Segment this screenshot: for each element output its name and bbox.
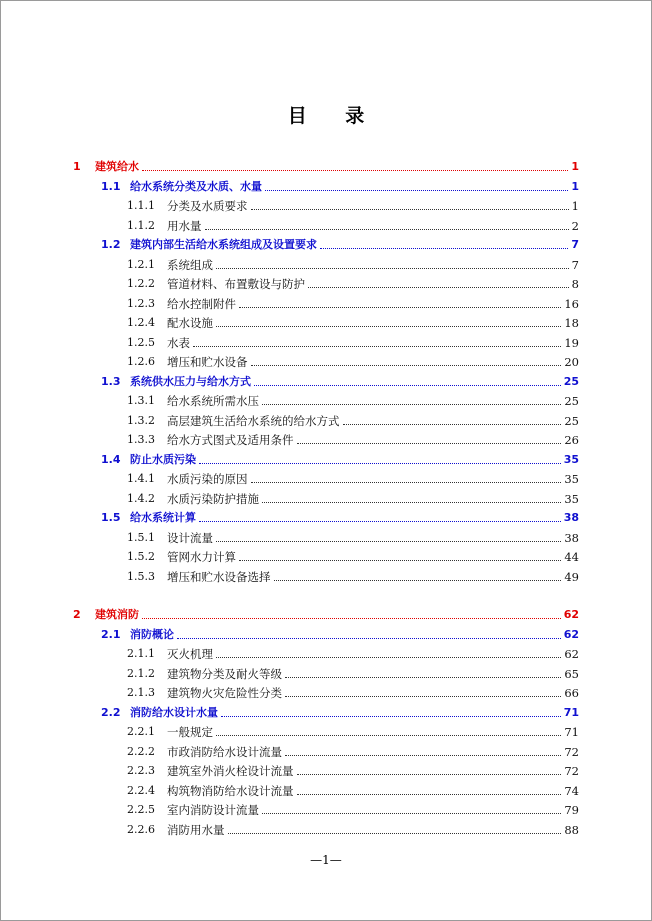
entry-page-number: 72 [564, 745, 579, 759]
dot-leader [199, 521, 561, 522]
entry-number: 1.3.3 [127, 433, 155, 446]
entry-title: 消防用水量 [167, 823, 225, 837]
entry-page-number: 25 [564, 394, 579, 408]
dot-leader [297, 794, 562, 795]
entry-number: 1.2.5 [127, 336, 155, 349]
entry-title: 室内消防设计流量 [167, 803, 259, 817]
entry-number: 1.5 [101, 511, 121, 524]
entry-number: 1.2.6 [127, 355, 155, 368]
entry-title: 设计流量 [167, 531, 213, 545]
dot-leader [254, 385, 561, 386]
dot-leader [251, 482, 562, 483]
dot-leader [320, 248, 568, 249]
entry-title: 市政消防给水设计流量 [167, 745, 282, 759]
toc-subsection-entry[interactable] [127, 349, 579, 369]
entry-title: 管网水力计算 [167, 550, 236, 564]
dot-leader [216, 326, 561, 327]
dot-leader [177, 638, 561, 639]
toc-subsection-entry[interactable] [127, 427, 579, 447]
entry-title: 消防概论 [130, 628, 174, 641]
entry-number: 1.3 [101, 375, 121, 388]
entry-title: 给水系统计算 [130, 511, 196, 524]
dot-leader [251, 365, 562, 366]
entry-number: 1.2.2 [127, 277, 155, 290]
entry-number: 2.2.3 [127, 764, 155, 777]
entry-number: 1.2.3 [127, 297, 155, 310]
entry-page-number: 88 [564, 823, 579, 837]
toc-subsection-entry[interactable] [127, 486, 579, 506]
entry-page-number: 26 [564, 433, 579, 447]
entry-number: 2.1.2 [127, 667, 155, 680]
toc-section-entry[interactable] [101, 174, 579, 194]
entry-page-number: 62 [564, 647, 579, 661]
entry-page-number: 7 [571, 258, 579, 272]
dot-leader [285, 755, 561, 756]
dot-leader [216, 735, 561, 736]
dot-leader [199, 463, 561, 464]
dot-leader [228, 833, 562, 834]
entry-title: 配水设施 [167, 316, 213, 330]
entry-title: 系统供水压力与给水方式 [130, 375, 251, 388]
toc-subsection-entry[interactable] [127, 466, 579, 486]
entry-number: 2.2.5 [127, 803, 155, 816]
toc-subsection-entry[interactable] [127, 797, 579, 817]
entry-number: 1 [73, 160, 81, 173]
entry-page-number: 8 [571, 277, 579, 291]
entry-number: 2 [73, 608, 81, 621]
entry-title: 防止水质污染 [130, 453, 196, 466]
entry-number: 1.5.1 [127, 531, 155, 544]
entry-number: 1.2 [101, 238, 121, 251]
entry-page-number: 35 [564, 472, 579, 486]
toc-subsection-entry[interactable] [127, 564, 579, 584]
dot-leader [262, 813, 561, 814]
entry-title: 给水方式图式及适用条件 [167, 433, 294, 447]
entry-page-number: 72 [564, 764, 579, 778]
entry-number: 2.2.6 [127, 823, 155, 836]
dot-leader [274, 580, 562, 581]
toc-subsection-entry[interactable] [127, 544, 579, 564]
entry-title: 水质污染的原因 [167, 472, 248, 486]
toc-subsection-entry[interactable] [127, 719, 579, 739]
toc-subsection-entry[interactable] [127, 310, 579, 330]
entry-number: 2.1.3 [127, 686, 155, 699]
entry-number: 1.4.1 [127, 472, 155, 485]
entry-title: 增压和贮水设备 [167, 355, 248, 369]
entry-page-number: 38 [563, 511, 579, 524]
entry-title: 分类及水质要求 [167, 199, 248, 213]
entry-number: 1.3.2 [127, 414, 155, 427]
entry-page-number: 65 [564, 667, 579, 681]
toc-chapter-entry[interactable] [73, 154, 579, 174]
entry-page-number: 16 [564, 297, 579, 311]
dot-leader [205, 229, 569, 230]
entry-page-number: 7 [571, 238, 579, 251]
entry-page-number: 62 [563, 628, 579, 641]
toc-subsection-entry[interactable] [127, 739, 579, 759]
toc-subsection-entry[interactable] [127, 388, 579, 408]
dot-leader [285, 696, 561, 697]
entry-title: 消防给水设计水量 [130, 706, 218, 719]
toc-subsection-entry[interactable] [127, 408, 579, 428]
dot-leader [221, 716, 561, 717]
dot-leader [251, 209, 569, 210]
entry-number: 2.2 [101, 706, 121, 719]
entry-page-number: 71 [563, 706, 579, 719]
entry-page-number: 71 [564, 725, 579, 739]
dot-leader [193, 346, 561, 347]
entry-page-number: 18 [564, 316, 579, 330]
entry-title: 水表 [167, 336, 190, 350]
entry-number: 1.1.2 [127, 219, 155, 232]
entry-number: 1.1 [101, 180, 121, 193]
entry-title: 增压和贮水设备选择 [167, 570, 271, 584]
toc-subsection-entry[interactable] [127, 525, 579, 545]
toc-section-entry[interactable] [101, 369, 579, 389]
entry-number: 2.2.4 [127, 784, 155, 797]
toc-section-entry[interactable] [101, 447, 579, 467]
entry-title: 给水系统分类及水质、水量 [130, 180, 262, 193]
page-number-footer: —1— [310, 853, 342, 867]
dot-leader [142, 170, 568, 171]
entry-number: 2.1 [101, 628, 121, 641]
table-of-contents [1, 1, 651, 920]
entry-page-number: 44 [564, 550, 579, 564]
toc-subsection-entry[interactable] [127, 213, 579, 233]
toc-subsection-entry[interactable] [127, 641, 579, 661]
toc-subsection-entry[interactable] [127, 817, 579, 837]
entry-page-number: 66 [564, 686, 579, 700]
entry-page-number: 49 [564, 570, 579, 584]
dot-leader [297, 774, 562, 775]
entry-number: 2.2.2 [127, 745, 155, 758]
entry-number: 2.2.1 [127, 725, 155, 738]
entry-page-number: 2 [571, 219, 579, 233]
entry-title: 水质污染防护措施 [167, 492, 259, 506]
entry-number: 1.1.1 [127, 199, 155, 212]
dot-leader [262, 502, 561, 503]
entry-title: 建筑消防 [95, 608, 139, 621]
toc-subsection-entry[interactable] [127, 271, 579, 291]
entry-page-number: 79 [564, 803, 579, 817]
entry-title: 建筑室外消火栓设计流量 [167, 764, 294, 778]
entry-page-number: 74 [564, 784, 579, 798]
toc-chapter-entry[interactable] [73, 602, 579, 622]
entry-page-number: 35 [563, 453, 579, 466]
dot-leader [216, 541, 561, 542]
toc-subsection-entry[interactable] [127, 778, 579, 798]
entry-page-number: 19 [564, 336, 579, 350]
toc-section-entry[interactable] [101, 700, 579, 720]
toc-section-entry[interactable] [101, 622, 579, 642]
entry-title: 给水控制附件 [167, 297, 236, 311]
entry-page-number: 62 [563, 608, 579, 621]
dot-leader [216, 268, 569, 269]
entry-title: 高层建筑生活给水系统的给水方式 [167, 414, 340, 428]
toc-subsection-entry[interactable] [127, 193, 579, 213]
dot-leader [239, 560, 561, 561]
entry-number: 1.3.1 [127, 394, 155, 407]
dot-leader [285, 677, 561, 678]
toc-subsection-entry[interactable] [127, 680, 579, 700]
entry-title: 系统组成 [167, 258, 213, 272]
entry-page-number: 35 [564, 492, 579, 506]
dot-leader [239, 307, 561, 308]
toc-subsection-entry[interactable] [127, 758, 579, 778]
dot-leader [262, 404, 561, 405]
entry-number: 1.2.4 [127, 316, 155, 329]
entry-title: 给水系统所需水压 [167, 394, 259, 408]
dot-leader [308, 287, 569, 288]
entry-page-number: 25 [564, 414, 579, 428]
dot-leader [265, 190, 568, 191]
entry-number: 1.4.2 [127, 492, 155, 505]
toc-subsection-entry[interactable] [127, 252, 579, 272]
entry-page-number: 25 [563, 375, 579, 388]
entry-title: 灭火机理 [167, 647, 213, 661]
toc-subsection-entry[interactable] [127, 661, 579, 681]
page-title: 目 录 [287, 105, 381, 127]
entry-page-number: 1 [571, 160, 579, 173]
dot-leader [216, 657, 561, 658]
entry-title: 管道材料、布置敷设与防护 [167, 277, 305, 291]
toc-section-entry[interactable] [101, 232, 579, 252]
toc-subsection-entry[interactable] [127, 330, 579, 350]
entry-page-number: 1 [571, 199, 579, 213]
toc-subsection-entry[interactable] [127, 291, 579, 311]
entry-title: 建筑内部生活给水系统组成及设置要求 [130, 238, 317, 251]
entry-title: 一般规定 [167, 725, 213, 739]
dot-leader [297, 443, 562, 444]
entry-number: 1.5.2 [127, 550, 155, 563]
entry-page-number: 20 [564, 355, 579, 369]
entry-number: 1.5.3 [127, 570, 155, 583]
dot-leader [142, 618, 561, 619]
entry-number: 1.2.1 [127, 258, 155, 271]
entry-title: 建筑物分类及耐火等级 [167, 667, 282, 681]
dot-leader [343, 424, 562, 425]
entry-title: 用水量 [167, 219, 202, 233]
entry-title: 构筑物消防给水设计流量 [167, 784, 294, 798]
entry-page-number: 38 [564, 531, 579, 545]
toc-section-entry[interactable] [101, 505, 579, 525]
entry-number: 1.4 [101, 453, 121, 466]
entry-number: 2.1.1 [127, 647, 155, 660]
entry-title: 建筑给水 [95, 160, 139, 173]
entry-page-number: 1 [571, 180, 579, 193]
entry-title: 建筑物火灾危险性分类 [167, 686, 282, 700]
